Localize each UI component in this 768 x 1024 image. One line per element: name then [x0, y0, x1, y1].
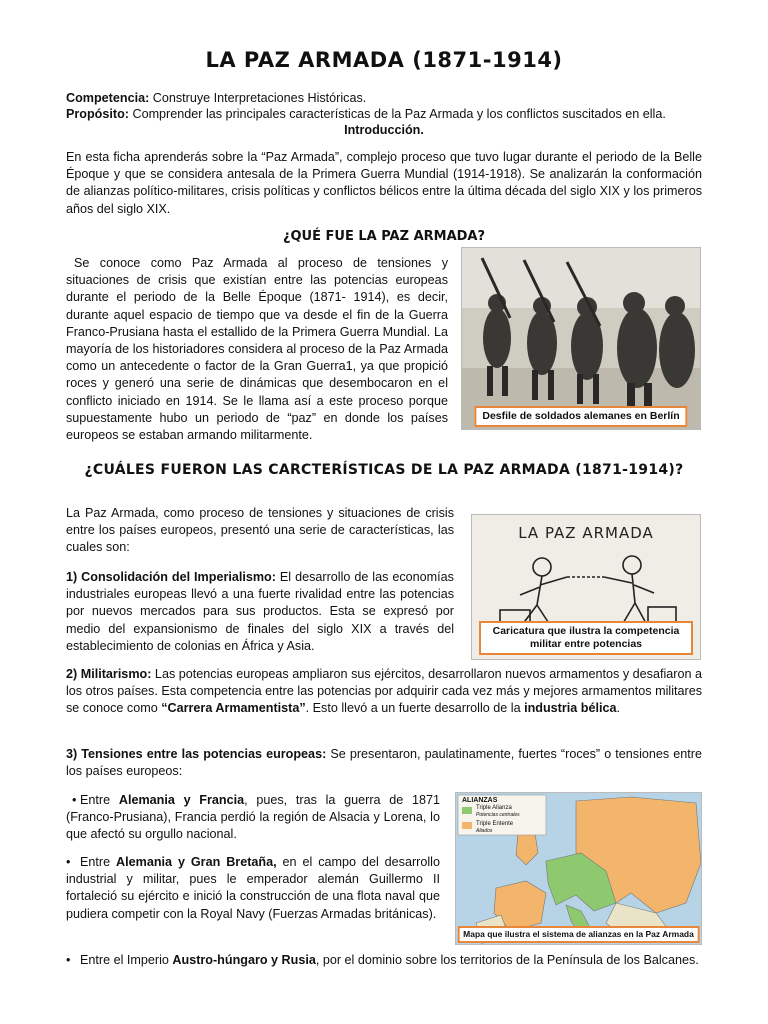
bullet-icon: • [72, 793, 77, 807]
map-legend-item: Triple Entente [476, 821, 514, 827]
item2-bold2: industria bélica [524, 701, 617, 716]
map-legend-item: Aliados [476, 828, 493, 834]
map-legend-item: Triple Alianza [476, 805, 512, 811]
cartoon-image [471, 514, 701, 660]
bullet-icon: • [66, 953, 71, 967]
proposito-label: Propósito: [66, 107, 129, 121]
intro-paragraph: En esta ficha aprenderás sobre la “Paz Armada”, complejo proceso que tuvo lugar durante el periodo de la Belle Époque y que se considera antesala de la Primera Guerra Mundial (1914-1918). Se analizarán la conformación de alianzas político-militares, crisis políticas y conflictos bélicos entre la última década del siglo XIX y los primeros años del siglo XIX. [66, 150, 702, 216]
bullet-post: , por el dominio sobre los territorios de la Península de los Balcanes. [315, 953, 699, 967]
map-legend-title: ALIANZAS [462, 797, 498, 804]
bullet-bold: Alemania y Gran Bretaña, [116, 855, 277, 869]
page-title: LA PAZ ARMADA (1871-1914) [205, 48, 563, 72]
cartoon-title: LA PAZ ARMADA [518, 524, 654, 542]
map-legend-item: Potencias centrales [476, 812, 520, 818]
item3-text: Se presentaron, paulatinamente, fuertes “roces” o tensiones entre los países europeos: [66, 747, 702, 779]
item2-text1: Las potencias europeas ampliaron sus ejércitos, desarrollaron nuevos armamentos y desafiaron a los otros países. Esta competencia entre las potencias por adquirir cada vez más y mejores armamentos militares se conoce como [66, 667, 702, 716]
bullet-bold: Austro-húngaro y Rusia [172, 953, 316, 967]
competencia-text: Construye Interpretaciones Históricas. [149, 91, 367, 105]
item2-bold1: “Carrera Armamentista” [161, 701, 306, 716]
bullet-pre: Entre el Imperio [80, 953, 173, 967]
item2-label: 2) Militarismo: [66, 667, 152, 681]
soldiers-photo-illustration [462, 248, 701, 430]
map-caption: Mapa que ilustra el sistema de alianzas en la Paz Armada [457, 926, 700, 943]
section1-heading: ¿QUÉ FUE LA PAZ ARMADA? [282, 229, 486, 244]
bullet-pre: Entre [80, 793, 119, 807]
item3-paragraph [66, 746, 702, 780]
proposito-text: Comprender las principales características de la Paz Armada y los conflictos suscitados en ella. [128, 107, 666, 121]
bullet-item [66, 952, 702, 969]
bullet-item [66, 792, 440, 844]
bullet-post: , pues, tras la guerra de 1871 (Franco-Prusiana), Francia perdió la región de Alsacia y Lorena, lo que afectó su orgullo nacional. [66, 793, 441, 842]
introduccion-heading-text: Introducción. [344, 123, 424, 137]
proposito-line [66, 106, 702, 123]
item2-text3: . [616, 701, 620, 716]
item1-label: 1) Consolidación del Imperialismo: [66, 570, 276, 584]
bullet-item [66, 854, 440, 923]
item3-label: 3) Tensiones entre las potencias europeas: [66, 747, 327, 761]
alliances-map [455, 792, 702, 945]
soldiers-photo-caption: Desfile de soldados alemanes en Berlín [474, 406, 687, 427]
item2-paragraph [66, 666, 702, 718]
cartoon-caption: Caricatura que ilustra la competencia militar entre potencias [479, 621, 693, 655]
bullet-icon: • [66, 855, 71, 869]
introduccion-heading [66, 122, 702, 139]
item1-paragraph [66, 569, 454, 655]
section1-paragraph: Se conoce como Paz Armada al proceso de tensiones y situaciones de crisis que existían entre las potencias europeas durante el periodo de la Belle Époque (1871- 1914), es decir, durante aquel espacio de tiempo que va desde el fin de la Guerra Franco-Prusiana hasta el estallido de la Primera Guerra Mundial. La mayoría de los historiadores considera al proceso de la Paz Armada como un antecedente o factor de la Gran Guerra1, ya que propició roces y generó una serie de dinámicas que desembocaron en el conflicto iniciado en 1914. Se le llama así a este proceso porque supuestamente hubo un periodo de “paz” en donde los países europeos se estaban armando militarmente. [66, 256, 448, 443]
competencia-label: Competencia: [66, 91, 150, 105]
bullet-pre: Entre [80, 855, 117, 869]
section2-heading: ¿CUÁLES FUERON LAS CARCTERÍSTICAS DE LA PAZ ARMADA (1871-1914)? [84, 462, 684, 478]
competencia-line [66, 90, 702, 107]
section2-intro: La Paz Armada, como proceso de tensiones y situaciones de crisis entre los países europeos, presentó una serie de características, las cuales son: [66, 506, 454, 555]
soldiers-photo [461, 247, 701, 430]
item1-text: El desarrollo de las economías industriales europeas llevó a una fuerte rivalidad entre las potencias por nuevos mercados para sus productos. Esta se expresó por medio del expansionismo de finales del siglo XIX a través del establecimiento de colonias en África y Asia. [66, 570, 454, 653]
bullet-post: en el campo del desarrollo industrial y militar, pues le emperador alemán Guillermo II fortaleció su ejército e inició la construcción de una flota naval que pudiera competir con la Royal Navy (Fuerzas Armadas británicas). [66, 855, 440, 921]
bullet-bold: Alemania y Francia [118, 793, 245, 807]
item2-text2: . Esto llevó a un fuerte desarrollo de la [305, 701, 525, 716]
